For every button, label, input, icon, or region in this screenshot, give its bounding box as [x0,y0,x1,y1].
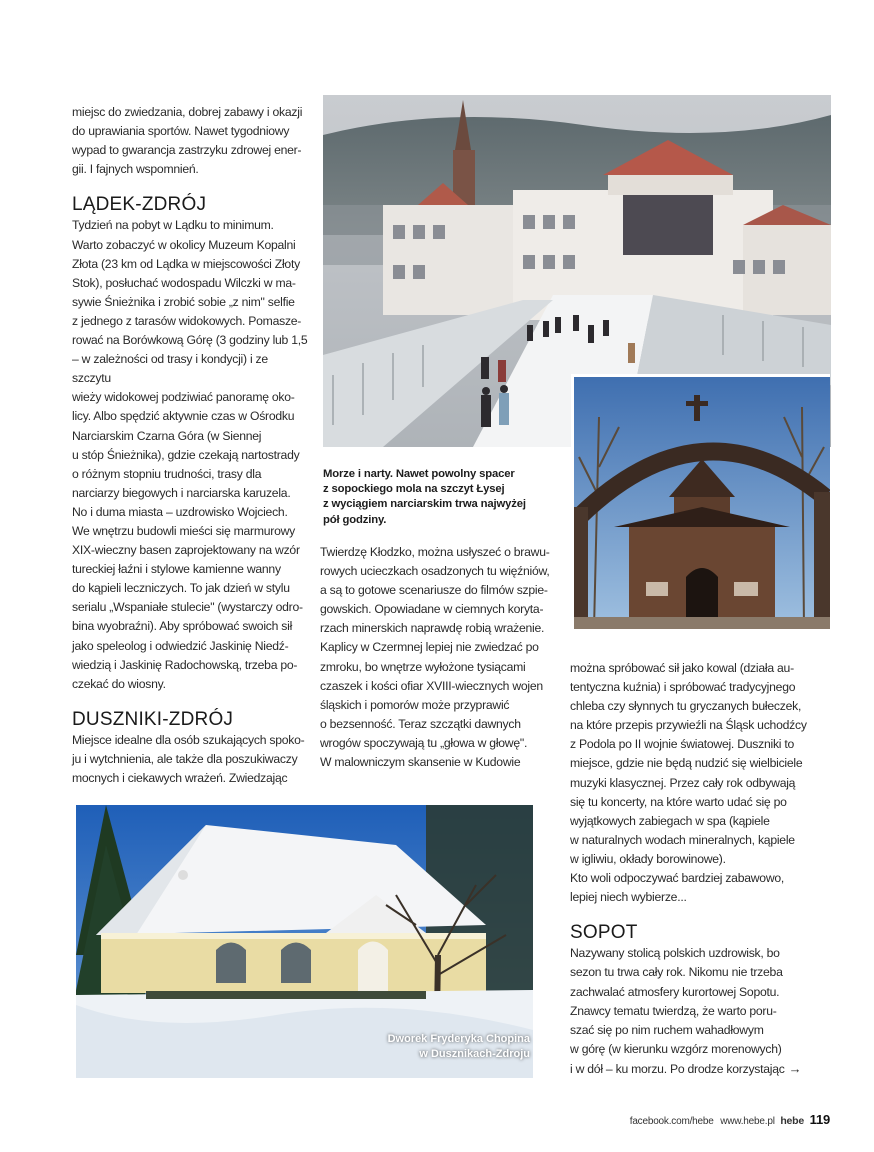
wooden-church-photo [571,374,830,629]
left-column [72,103,308,788]
heading-ladek-zdroj: LĄDEK-ZDRÓJ [72,194,207,216]
middle-paragraph: Twierdzę Kłodzko, można usłyszeć o brawu- rowych ucieczkach osadzonych tu więźniów, a są to gotowe scenariusze do filmów szpie- gowskich. Opowiadane w ciemnych koryta- rzach minerskich naprawdę robią wrażenie. Kaplicy w Czermnej lepiej nie zwiedzać po zmroku, bo wnętrze wyłożone tysiącami czaszek i kości ofiar XVIII-wiecznych wojen śląskich i pomorów może przyprawić o bezsenność. Teraz szczątki dawnych wrogów spoczywają tu „głowa w głowę". W malowniczym skansenie w Kudowie [320,545,550,770]
duszniki-paragraph: Miejsce idealne dla osób szukających spoko- ju i wytchnienia, ale także dla poszukiwaczy mocnych i ciekawych wrażeń. Zwiedzając [72,732,305,786]
heading-duszniki-zdroj: DUSZNIKI-ZDRÓJ [72,708,234,730]
chopin-photo-caption: Dworek Fryderyka Chopina w Dusznikach-Zdroju [387,1033,530,1060]
right-column [570,659,808,1079]
middle-column [320,543,558,772]
ladek-paragraph: Tydzień na pobyt w Lądku to minimum. Warto zobaczyć w okolicy Muzeum Kopalni Złota (23 km od Lądka w miejscowości Złoty Stok), posłuchać wodospadu Wilczki w ma- sywie Śnieżnika i zrobić sobie „z nim" selfie z jednego z tarasów widokowych. Pomasze- rować na Borówkową Górę (3 godziny lub 1,5 – w zależności od trasy i kondycji) i ze szczytu wieży widokowej podziwiać panoramę oko- licy. Albo spędzić aktywnie czas w Ośrodku Narciarskim Czarna Góra (w Siennej u stóp Śnieżnika), gdzie czekają nartostrady o różnym stopniu trudności, trasy dla narciarzy biegowych i narciarska karuzela. No i duma miasta – uzdrowisko Wojciech. We wnętrzu budowli mieści się marmurowy XIX-wieczny basen zaprojektowany na wzór tureckiej łaźni i stylowe kamienne wanny do kąpieli leczniczych. To jak dzień w stylu serialu „Wspaniałe stulecie" (wystarczy odro- bina wyobraźni). Aby spróbować swoich sił jako speleolog i odwiedzić Jaskinię Niedź- wiedzią i Jaskinię Radochowską, trzeba po- czekać do wiosny. [72,218,308,691]
page-footer [630,1112,830,1127]
intro-paragraph: miejsc do zwiedzania, dobrej zabawy i okazji do uprawiania sportów. Nawet tygodniowy wypad to gwarancja zastrzyku zdrowej ener- gii. I fajnych wspomnień. [72,105,303,177]
brand-logo-text: hebe [780,1115,805,1127]
right-paragraph: można spróbować sił jako kowal (działa au- tentyczna kuźnia) i spróbować tradycyjnego chleba czy słynnych tu gryczanych bułeczek, na które przepis przywieźli na Śląsk uchodźcy z Podola po II wojnie światowej. Duszniki to miejsce, gdzie nie będą nudzić się wielbiciele muzyki klasycznej. Przez cały rok odbywają się tu koncerty, na które warto udać się po wyjątkowych zabiegach w spa (kąpiele w naturalnych wodach mineralnych, kąpiele w igliwiu, okłady borowinowe). Kto woli odpoczywać bardziej zabawowo, lepiej niech wybierze... [570,661,807,905]
sopot-photo-caption: Morze i narty. Nawet powolny spacer z sopockiego mola na szczyt Łysej z wyciągiem narciarskim trwa najwyżej pół godziny. [323,468,526,526]
website-link[interactable]: www.hebe.pl [720,1116,775,1127]
sopot-paragraph: Nazywany stolicą polskich uzdrowisk, bo sezon tu trwa cały rok. Nikomu nie trzeba zachwalać atmosfery kurortowej Sopotu. Znawcy tematu twierdzą, że warto poru- szać się po nim ruchem wahadłowym w górę (w kierunku wzgórz morenowych) i w dół – ku morzu. Po drodze korzystając [570,946,785,1076]
heading-sopot: SOPOT [570,922,638,944]
page-number: 119 [809,1112,830,1127]
facebook-link[interactable]: facebook.com/hebe [629,1116,714,1127]
continue-arrow-icon: → [788,1060,802,1076]
